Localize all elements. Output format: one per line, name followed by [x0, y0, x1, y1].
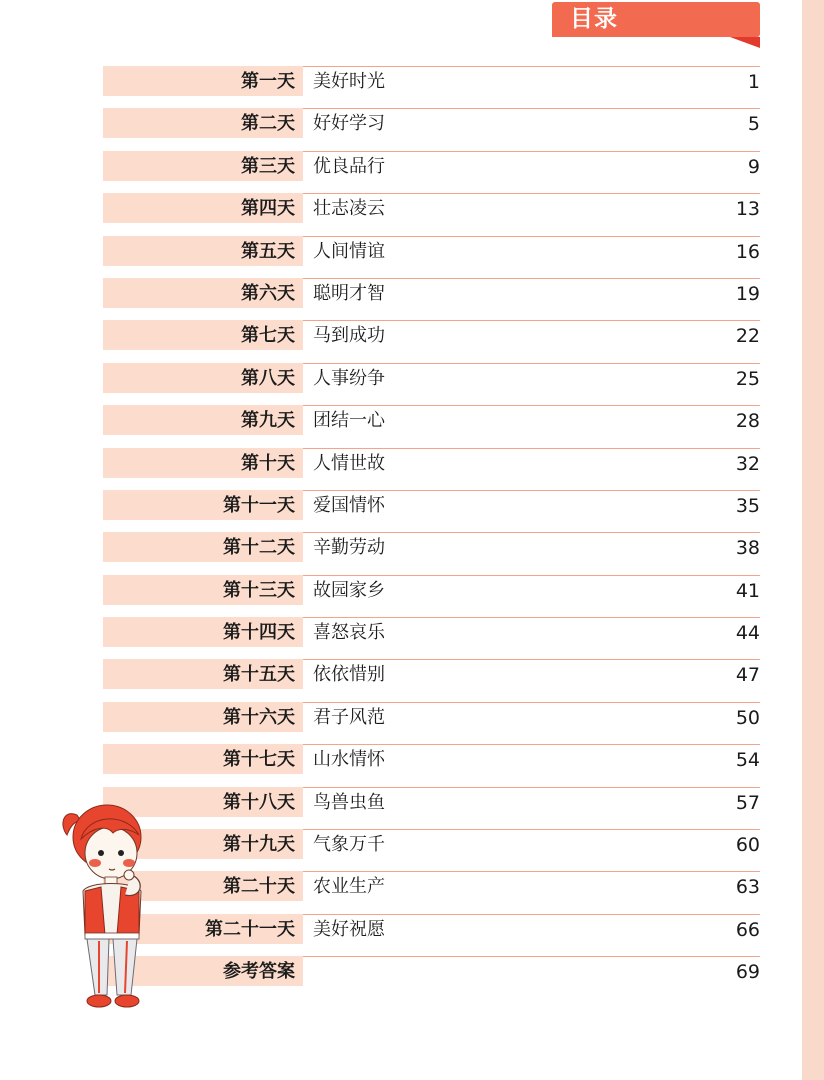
toc-row[interactable]: [103, 363, 760, 405]
toc-page-number: 19: [735, 282, 760, 305]
toc-page-number: 28: [735, 410, 760, 433]
toc-topic: 故园家乡: [303, 575, 760, 605]
toc-page-number: 16: [735, 240, 760, 263]
toc-day: 参考答案: [103, 956, 303, 986]
toc-page-number: 41: [735, 579, 760, 602]
toc-page-number: 47: [735, 664, 760, 687]
toc-row[interactable]: [103, 490, 760, 532]
toc-topic: 壮志凌云: [303, 193, 760, 223]
toc-row[interactable]: [103, 66, 760, 108]
toc-day: 第十四天: [103, 617, 303, 647]
toc-row[interactable]: [103, 448, 760, 490]
toc-day: 第一天: [103, 66, 303, 96]
toc-row[interactable]: [103, 702, 760, 744]
toc-page-number: 69: [735, 961, 760, 984]
toc-topic: 优良品行: [303, 151, 760, 181]
toc-day: 第十一天: [103, 490, 303, 520]
toc-day: 第四天: [103, 193, 303, 223]
toc-row[interactable]: [103, 787, 760, 829]
toc-topic: 鸟兽虫鱼: [303, 787, 760, 817]
toc-row[interactable]: [103, 320, 760, 362]
toc-topic: 好好学习: [303, 108, 760, 138]
toc-topic: 美好时光: [303, 66, 760, 96]
toc-day: 第九天: [103, 405, 303, 435]
toc-page-number: 13: [735, 198, 760, 221]
toc-page-number: 63: [735, 876, 760, 899]
toc-day: 第八天: [103, 363, 303, 393]
title-ribbon-fold: [730, 37, 760, 48]
toc-page-number: 38: [735, 537, 760, 560]
toc-row[interactable]: [103, 193, 760, 235]
toc-page-number: 9: [747, 155, 760, 178]
toc-topic: 爱国情怀: [303, 490, 760, 520]
toc-row[interactable]: [103, 659, 760, 701]
toc-page-number: 35: [735, 494, 760, 517]
toc-topic: 气象万千: [303, 829, 760, 859]
toc-day: 第十天: [103, 448, 303, 478]
cartoon-girl-icon: [55, 795, 165, 1020]
toc-topic: 美好祝愿: [303, 914, 760, 944]
toc-page-number: 1: [747, 71, 760, 93]
toc-page-number: 22: [735, 325, 760, 348]
toc-row[interactable]: [103, 914, 760, 956]
toc-row[interactable]: [103, 871, 760, 913]
toc-day: 第二天: [103, 108, 303, 138]
toc-day: 第十二天: [103, 532, 303, 562]
toc-topic: 人情世故: [303, 448, 760, 478]
table-of-contents: [103, 66, 760, 999]
toc-page-number: 54: [735, 749, 760, 772]
toc-page-number: 66: [735, 918, 760, 941]
toc-day: 第十九天: [103, 829, 303, 859]
toc-page-number: 60: [735, 834, 760, 857]
toc-row[interactable]: [103, 532, 760, 574]
toc-day: 第三天: [103, 151, 303, 181]
toc-topic: [303, 956, 760, 986]
page-edge-strip: [802, 0, 824, 1080]
toc-row[interactable]: [103, 278, 760, 320]
toc-row[interactable]: [103, 575, 760, 617]
toc-row[interactable]: [103, 617, 760, 659]
toc-row-answers[interactable]: [103, 956, 760, 998]
toc-day: 第十六天: [103, 702, 303, 732]
toc-day: 第七天: [103, 320, 303, 350]
toc-row[interactable]: [103, 405, 760, 447]
toc-topic: 农业生产: [303, 871, 760, 901]
toc-topic: 依依惜别: [303, 659, 760, 689]
toc-day: 第十七天: [103, 744, 303, 774]
toc-topic: 团结一心: [303, 405, 760, 435]
toc-topic: 马到成功: [303, 320, 760, 350]
toc-topic: 辛勤劳动: [303, 532, 760, 562]
toc-row[interactable]: [103, 744, 760, 786]
toc-day: 第二十天: [103, 871, 303, 901]
toc-row[interactable]: [103, 829, 760, 871]
toc-topic: 人事纷争: [303, 363, 760, 393]
toc-page-number: 32: [735, 452, 760, 475]
toc-topic: 人间情谊: [303, 236, 760, 266]
toc-topic: 喜怒哀乐: [303, 617, 760, 647]
toc-day: 第六天: [103, 278, 303, 308]
toc-page-number: 50: [735, 706, 760, 729]
toc-topic: 君子风范: [303, 702, 760, 732]
toc-day: 第二十一天: [103, 914, 303, 944]
toc-page-number: 25: [735, 367, 760, 390]
toc-row[interactable]: [103, 236, 760, 278]
toc-row[interactable]: [103, 108, 760, 150]
toc-day: 第十三天: [103, 575, 303, 605]
toc-row[interactable]: [103, 151, 760, 193]
toc-day: 第十八天: [103, 787, 303, 817]
toc-topic: 聪明才智: [303, 278, 760, 308]
toc-topic: 山水情怀: [303, 744, 760, 774]
toc-day: 第五天: [103, 236, 303, 266]
page-title: 目录: [552, 2, 760, 37]
toc-page-number: 5: [747, 113, 760, 136]
toc-page-number: 57: [735, 791, 760, 814]
toc-day: 第十五天: [103, 659, 303, 689]
toc-page-number: 44: [735, 622, 760, 645]
